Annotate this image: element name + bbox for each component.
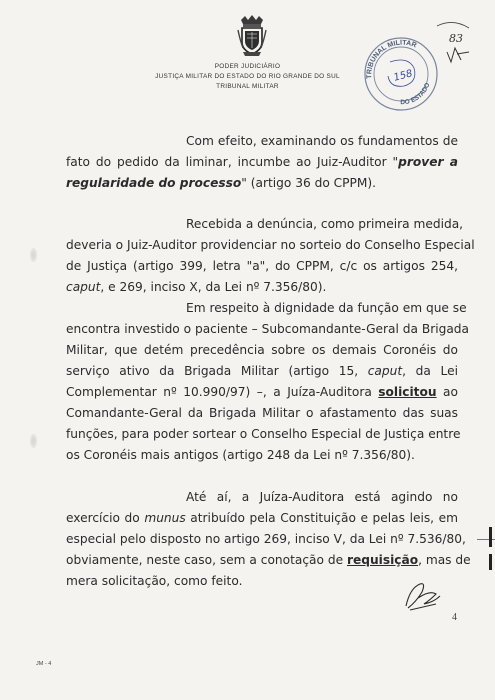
p3-line-5 <box>66 382 458 403</box>
p1-quote-start: prover a <box>398 155 459 169</box>
p3-line-4 <box>66 361 458 382</box>
p3-line-7: funções, para poder sortear o Conselho Especial de Justiça entre <box>66 427 461 441</box>
p4-line-2-text: exercício do <box>66 511 145 525</box>
header-court-name: PODER JUDICIÁRIO <box>214 63 281 70</box>
p4-line-4-text: obviamente, neste caso, sem a conotação de <box>66 553 347 567</box>
p1-line-2-text: fato do pedido da liminar, incumbe ao Juiz-Auditor " <box>66 155 399 169</box>
scan-edge-mark <box>489 527 492 547</box>
p4-line-4-end: , mas de <box>418 553 471 567</box>
stamp-top-text: TRIBUNAL MILITAR <box>366 39 418 79</box>
paragraph-2 <box>66 214 475 298</box>
paragraph-1 <box>66 131 458 194</box>
p2-caput: caput <box>66 280 101 294</box>
scan-edge-line <box>477 539 495 540</box>
p3-line-5-end: ao <box>436 385 458 399</box>
p4-line-5: mera solicitação, como feito. <box>66 574 243 588</box>
p1-line-2 <box>66 152 458 173</box>
form-code: JM - 4 <box>36 661 52 667</box>
p4-line-4 <box>66 550 471 571</box>
p4-line-2 <box>66 508 458 529</box>
p3-line-5-text: Complementar nº 10.990/97) –, a Juíza-Auditora <box>66 385 379 399</box>
p2-line-1: Recebida a denúncia, como primeira medida, <box>186 217 464 231</box>
p3-line-2: encontra investido o paciente – Subcomandante-Geral da Brigada <box>66 322 469 336</box>
signature-initials <box>400 578 444 612</box>
p1-line-1: Com efeito, examinando os fundamentos de <box>186 134 458 148</box>
stamp-handwritten-number: 158 <box>392 68 414 84</box>
p3-line-1: Em respeito à dignidade da função em que se <box>186 301 467 315</box>
punch-hole-mark <box>30 248 37 262</box>
p1-line-3-text: " (artigo 36 do CPPM). <box>241 176 377 190</box>
p3-caput: caput <box>367 364 403 378</box>
p3-line-6: Comandante-Geral da Brigada Militar o afastamento das suas <box>66 406 458 420</box>
p1-quote-end: regularidade do processo <box>66 176 242 190</box>
paragraph-4 <box>66 487 471 592</box>
coat-of-arms-icon <box>237 14 267 58</box>
page-number: 4 <box>452 612 457 623</box>
p3-solicitou: solicitou <box>378 385 437 399</box>
p4-line-3: especial pelo disposto no artigo 269, inciso V, da Lei nº 7.536/80, <box>66 532 466 546</box>
header-justice-name: JUSTIÇA MILITAR DO ESTADO DO RIO GRANDE DO SUL <box>155 73 340 80</box>
header-tribunal-name: TRIBUNAL MILITAR <box>216 83 279 90</box>
stamp-side-text: DO ESTADO <box>400 81 432 107</box>
p3-line-3: Militar, que detém precedência sobre os demais Coronéis do <box>66 343 458 357</box>
punch-hole-mark <box>30 434 37 448</box>
tribunal-stamp <box>360 32 442 114</box>
p4-requisicao: requisição <box>346 553 419 567</box>
paragraph-3 <box>66 298 469 466</box>
p4-line-2-end: atribuído pela Constituição e pelas leis, em <box>185 511 458 525</box>
p2-line-4-text: , e 269, inciso X, da Lei nº 7.356/80). <box>100 280 327 294</box>
scan-edge-mark <box>489 554 492 570</box>
p4-line-1: Até aí, a Juíza-Auditora está agindo no <box>186 490 458 504</box>
p1-line-3 <box>66 173 458 194</box>
p2-line-4 <box>66 277 458 298</box>
p3-line-4-text: serviço ativo da Brigada Militar (artigo 15, <box>66 364 368 378</box>
handwritten-folio <box>435 18 480 66</box>
p3-line-4-end: , da Lei <box>402 364 458 378</box>
p3-line-8: os Coronéis mais antigos (artigo 248 da Lei nº 7.356/80). <box>66 448 415 462</box>
p2-line-3: de Justiça (artigo 399, letra "a", do CPPM, c/c os artigos 254, <box>66 259 458 273</box>
folio-number: 83 <box>449 32 463 45</box>
p2-line-2: deveria o Juiz-Auditor providenciar no sorteio do Conselho Especial <box>66 238 475 252</box>
p4-munus: munus <box>144 511 186 525</box>
